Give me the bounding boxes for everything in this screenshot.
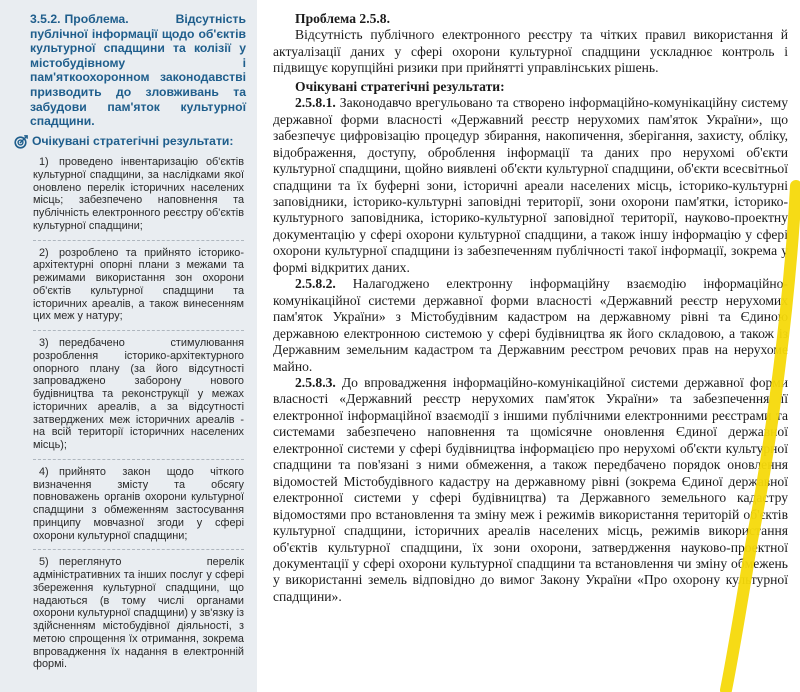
result-text: До впровадження інформаційно-комунікаційної системи державної форми власності «Державний реєстр нерухомих пам'яток України» та забезпечення її електронної інформаційної взаємодії з іншими публічними електронними реєстрами та системами забезпечено наповнення та щомісячне оновлення Єдиної державної електронної системи у сфері будівництва інформацією про нерухомі об'єкти культурної спадщини та пов'язані з ними обмеження, а також передбачено порядок оновлення відомостей Містобудівного кадастру на державному рівні (зокрема Єдиної державної електронної системи у сфері будівництва) та Державного земельного кадастру відомостями про встановлення та зміну меж і режимів використання територій об'єктів культурної спадщини, історичних ареалів населених місць, режимів використання об'єктів культурної спадщини, їх зони охорони, затвердження науково-проектної документації у сфері охорони культурної спадщини та встановлення чи зміну обмежень у використанні земель відповідно до вимог Закону України «Про охорону культурної спадщини».	[273, 374, 788, 604]
result-paragraph	[273, 375, 788, 605]
list-item	[33, 156, 244, 241]
list-item	[33, 337, 244, 460]
item-number: 3)	[39, 337, 49, 349]
item-number: 2)	[39, 246, 49, 259]
results-heading-text: Очікувані стратегічні результати:	[32, 134, 234, 148]
item-number: 4)	[39, 465, 49, 478]
document-body	[273, 11, 788, 605]
item-text: розроблено та прийнято історико-архітектурні опорні плани з межами та режимами використання зон охорони об'єктів культурної спадщини та історичних ареалів, а також винесенням цих меж у натуру;	[33, 246, 244, 323]
left-sidebar-panel	[0, 0, 257, 692]
result-paragraph	[273, 95, 788, 276]
section-title-text: Проблема. Відсутність публічної інформації щодо об'єктів культурної спадщини та колізії у містобудівному і пам'яткоохоронном законодавстві призводить до зловживань та забудови пам'яток культурної спадщини.	[30, 12, 246, 129]
section-title	[30, 12, 246, 129]
item-text: переглянуто перелік адміністративних та інших послуг у сфері збереження культурної спадщини, що надаються (в тому числі органами охорони культурної спадщини) у зв'язку із здійсненням містобудівної діяльності, з метою спрощення їх отримання, зокрема впровадження їх надання в електронній формі.	[33, 556, 244, 671]
list-item	[33, 247, 244, 332]
result-number: 2.5.8.3.	[295, 374, 336, 390]
results-list	[33, 156, 244, 684]
list-item	[33, 556, 244, 678]
problem-text: Відсутність публічного електронного реєстру та чітких правил використання й актуалізації даних у сфері охорони культурної спадщини ускладнює контроль і підвищує корупційні ризики при прийнятті управлінських рішень.	[273, 27, 788, 76]
result-paragraph	[273, 276, 788, 375]
results-heading	[14, 134, 250, 149]
target-icon	[14, 135, 28, 149]
result-number: 2.5.8.2.	[295, 276, 336, 292]
section-number: 3.5.2.	[30, 12, 61, 26]
results-heading: Очікувані стратегічні результати:	[295, 78, 505, 94]
item-number: 1)	[39, 156, 49, 168]
item-text: прийнято закон щодо чіткого визначення змісту та обсягу повноважень органів охорони культурної спадщини з обмеженням застосування принципу мовчазної згоди у сфері охорони культурної спадщини;	[33, 465, 244, 542]
problem-title: Проблема 2.5.8.	[295, 11, 390, 26]
result-number: 2.5.8.1.	[295, 95, 336, 111]
list-item	[33, 466, 244, 551]
item-text: передбачено стимулювання розроблення історико-архітектурного опорного плану (за його відсутності запроваджено заборону нового будівництва та реконструкції у межах історичних ареалів, а за відсутності затверджених меж історичних ареалів - на всій території історичних населених місць);	[33, 337, 244, 451]
result-text: Налагоджено електронну інформаційну взаємодію інформаційно-комунікаційної системи державної форми власності «Державний реєстр нерухомих пам'яток України» з Містобудівним кадастром на державному рівні та Єдиною державною електронною системою у сфері будівництва як його складовою, а також із Державним земельним кадастром та Державним реєстром речових прав на нерухоме майно.	[273, 276, 788, 374]
item-number: 5)	[39, 556, 49, 569]
item-text: проведено інвентаризацію об'єктів культурної спадщини, за наслідками якої оновлено перелік історичних населених місць; забезпечено наповнення та публічність електронного реєстру об'єктів культурної спадщини;	[33, 156, 244, 232]
result-text: Законодавчо врегульовано та створено інформаційно-комунікаційну систему державної форми власності «Державний реєстр нерухомих пам'яток України», що забезпечує цифровізацію процедур збирання, накопичення, зберігання, захисту, обліку, відображення, доступу, оброблення інформації та даних про нерухомі об'єкти культурної спадщини, щойно виявлені об'єкти культурної спадщини, об'єкти всесвітньої спадщини та їх буферні зони, історичні ареали населених місць, історико-культурні заповідники, історико-культурні заповідні території, зони охорони пам'ятки, історико-культурного заповідника, історико-культурної заповідної території, науково-проектну документацію у сфері охорони культурної спадщини, а також іншу інформацію у сфері охорони культурної спадщини із забезпеченням публічності такої інформації, зокрема у формі відкритих даних.	[273, 95, 788, 275]
